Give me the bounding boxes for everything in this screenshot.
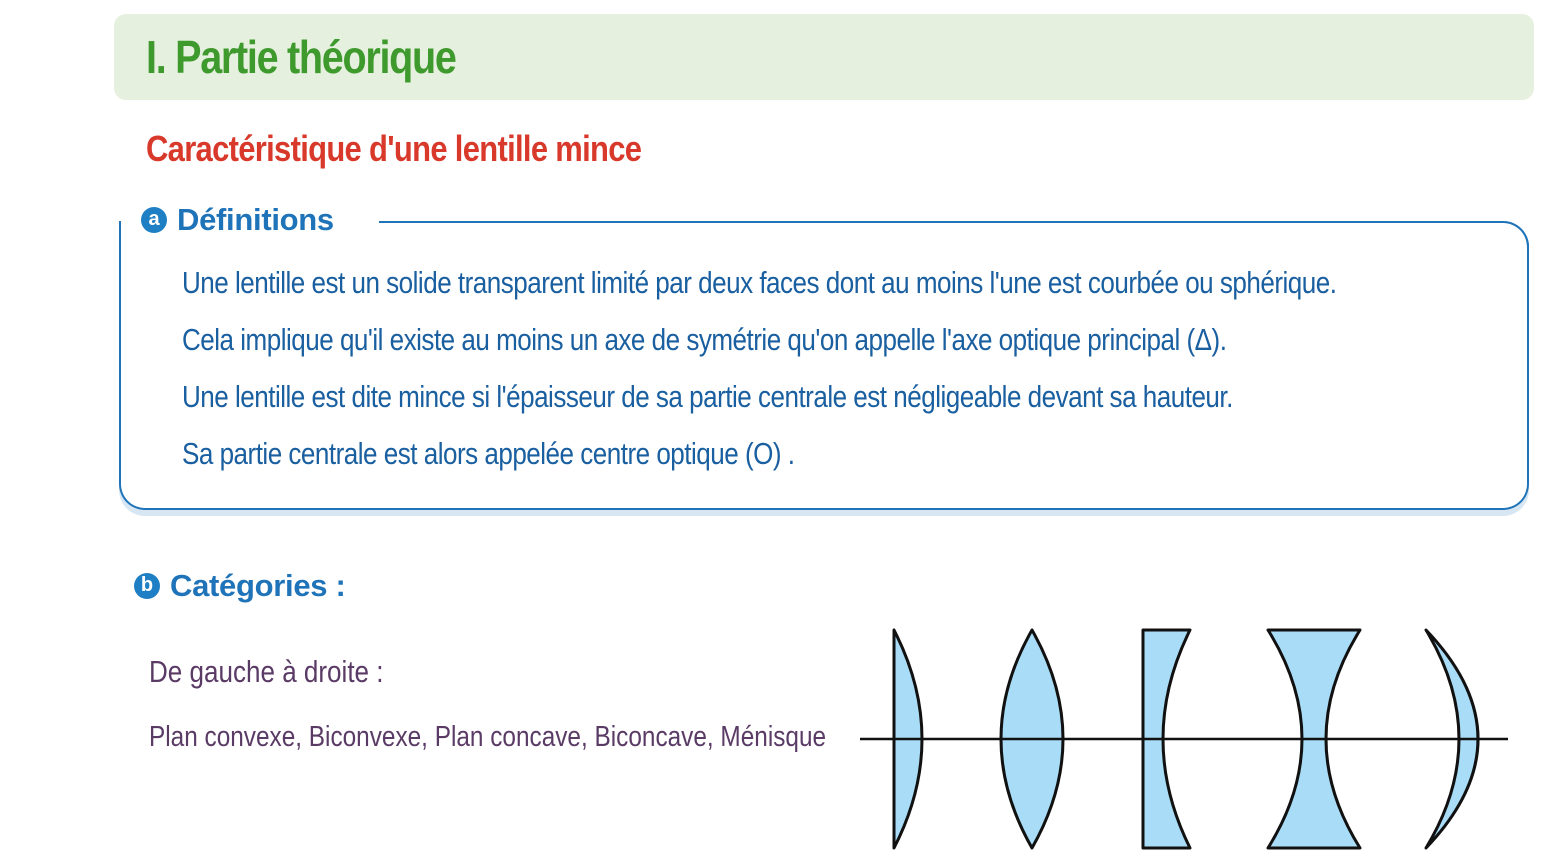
biconvex-lens-icon [1001,630,1063,848]
definition-line: Cela implique qu'il existe au moins un axe de symétrie qu'on appelle l'axe optique principal (Δ). [182,322,1227,357]
definitions-box-corner [1503,221,1529,247]
definitions-heading-label: Définitions [177,202,334,237]
plano-convex-lens-icon [894,630,922,848]
page-title: I. Partie théorique [146,31,456,83]
categories-intro: De gauche à droite : [149,654,384,689]
definition-line: Une lentille est un solide transparent limité par deux faces dont au moins l'une est courbée ou sphérique. [182,265,1337,300]
plano-concave-lens-icon [1143,630,1190,848]
definitions-text [182,262,1556,490]
definitions-box-top-border [379,221,1503,223]
badge-b-icon: b [134,573,160,599]
definition-line: Une lentille est dite mince si l'épaisseur de sa partie centrale est négligeable devant sa hauteur. [182,379,1233,414]
title-banner [114,14,1534,100]
badge-a-icon: a [141,207,167,233]
categories-heading [134,568,346,604]
meniscus-lens-icon [1426,630,1478,848]
categories-list: Plan convexe, Biconvexe, Plan concave, Biconcave, Ménisque [149,721,827,753]
section-subtitle: Caractéristique d'une lentille mince [146,128,642,169]
definition-line: Sa partie centrale est alors appelée centre optique (O) . [182,436,795,471]
biconcave-lens-icon [1268,630,1360,848]
definitions-heading [141,202,334,238]
categories-heading-label: Catégories : [170,568,346,603]
